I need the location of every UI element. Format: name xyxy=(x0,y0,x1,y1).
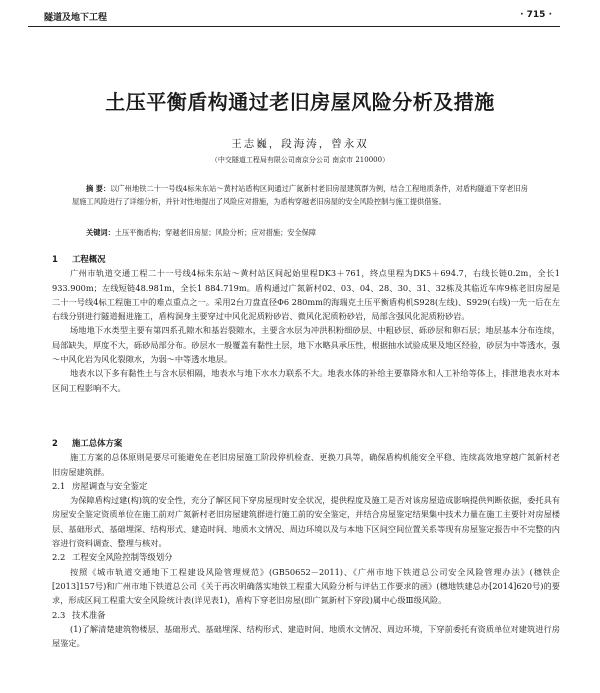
subsection-title: 技术准备 xyxy=(72,609,106,620)
running-header xyxy=(28,8,560,24)
paragraph: 为保障盾构过建(构)筑的安全性，充分了解区间下穿房屋现时安全状况，提供程度及施工是否对该房屋造成影响提供判断依据，委托具有房屋安全鉴定资质单位在施工前对广氮新村老旧房屋建筑群进行施工前的安全鉴定，并结合房屋鉴定结果集中技术力量在施工主要针对房屋楼层、基础形式、基础埋深、结构形式、建造时间、地质水文情况、周边环境以及与本地下区间空间位置关系等现有房屋鉴定报告中不完整的内容进行资料调查、整理与核对。 xyxy=(52,495,560,549)
keywords xyxy=(72,227,528,239)
section-2 xyxy=(52,436,560,650)
page-number: · 715 · xyxy=(520,10,552,20)
section-number: 1 xyxy=(52,254,58,264)
journal-section-label: 隧道及地下工程 xyxy=(44,13,108,23)
keywords-label: 关键词： xyxy=(86,228,115,237)
section-1 xyxy=(52,252,560,395)
subsection-heading xyxy=(52,550,560,564)
paragraph: 地表水以下多有黏性土与含水层相隔，地表水与地下水水力联系不大。地表水体的补给主要靠降水和人工补给等体上，排泄地表水对本区间工程影响不大。 xyxy=(52,368,560,393)
paragraph: (1)了解清楚建筑物楼层、基础形式、基础埋深、结构形式、建造时间、地质水文情况、周边环境，下穿前委托有资质单位对建筑进行房屋鉴定。 xyxy=(52,623,560,649)
abstract xyxy=(72,183,528,208)
subsection-number: 2.2 xyxy=(52,552,66,563)
header-rule xyxy=(28,26,560,27)
paragraph: 场地地下水类型主要有第四系孔隙水和基岩裂隙水，主要含水层为冲洪积粉细砂层、中粗砂层、砾砂层和卵石层；地层基本分布连续，局部缺失，厚度不大，砾砂局部分布。砂层水一般覆盖有黏性土层，地下水略具承压性，根据抽水试验成果及地区经验，砂层为中等透水，强～中风化岩为风化裂隙水，为弱～中等透水地层。 xyxy=(52,325,560,365)
subsection-heading xyxy=(52,608,560,622)
paragraph: 施工方案的总体原则是要尽可能避免在老旧房屋施工阶段停机检查、更换刀具等，确保盾构机能安全平稳、连续高效地穿越广氮新村老旧房屋建筑群。 xyxy=(52,452,560,477)
abstract-text: 以广州地铁二十一号线4标朱东站～黄村站盾构区间通过广氮新村老旧房屋建筑群为例，结合工程地质条件，对盾构隧道下穿老旧房屋施工风险进行了详细分析，并针对性地提出了风险应对措施，为盾构穿越老旧房屋的安全风险控制与施工提供借鉴。 xyxy=(72,184,528,206)
section-heading xyxy=(52,252,560,266)
subsection-title: 房屋调查与安全鉴定 xyxy=(72,480,148,491)
keywords-text: 土压平衡盾构；穿越老旧房屋；风险分析；应对措施；安全保障 xyxy=(114,228,317,237)
paragraph: 按照《城市轨道交通地下工程建设风险管理规范》(GB50652－2011)、《广州市地下铁道总公司安全风险管理办法》(穗铁企[2013]157号)和广州市地下铁道总公司《关于再次明确落实地铁工程重大风险分析与评估工作要求的函》(穗地铁建总办[2014]620号)的要求，形成区间工程重大安全风险统计表(详见表1)，盾构下穿老旧房屋(即广氮新村下穿段)属中心级Ⅲ级风险。 xyxy=(52,566,560,606)
section-number: 2 xyxy=(52,438,58,448)
paper-authors: 王志巍，段海涛，曾永双 xyxy=(231,138,369,150)
subsection-title: 工程安全风险控制等级划分 xyxy=(72,552,173,563)
subsection-heading xyxy=(52,479,560,493)
section-title: 施工总体方案 xyxy=(72,438,123,448)
author-affiliation: （中交隧道工程局有限公司南京分公司 南京市 210000） xyxy=(210,156,390,164)
section-title: 工程概况 xyxy=(72,254,106,264)
abstract-label: 摘 要： xyxy=(86,184,111,193)
subsection-number: 2.1 xyxy=(52,480,66,491)
subsection-number: 2.3 xyxy=(52,609,66,620)
section-heading xyxy=(52,436,560,450)
paper-title: 土压平衡盾构通过老旧房屋风险分析及措施 xyxy=(105,90,495,114)
paragraph: 广州市轨道交通工程二十一号线4标朱东站～黄村站区间起始里程DK3＋761，终点里程为DK5＋694.7，右线长链0.2m，全长1 933.900m；左线短链48.981m，全长1 884.719m。盾构通过广氮新村02、03、04、28、30、31、32栋及其临近车库9栋老旧房屋是二十一号线4标工程施工中的难点重点之一。采用2台刀盘直径Φ6 280mm的海瑞克土压平衡盾构机S928(左线)、S929(右线)一先一后在左右线分别进行隧道掘进施工，盾构洞身主要穿过中风化泥质粉砂岩、微风化泥质粉砂岩，局部含强风化泥质粉砂岩。 xyxy=(52,268,560,322)
